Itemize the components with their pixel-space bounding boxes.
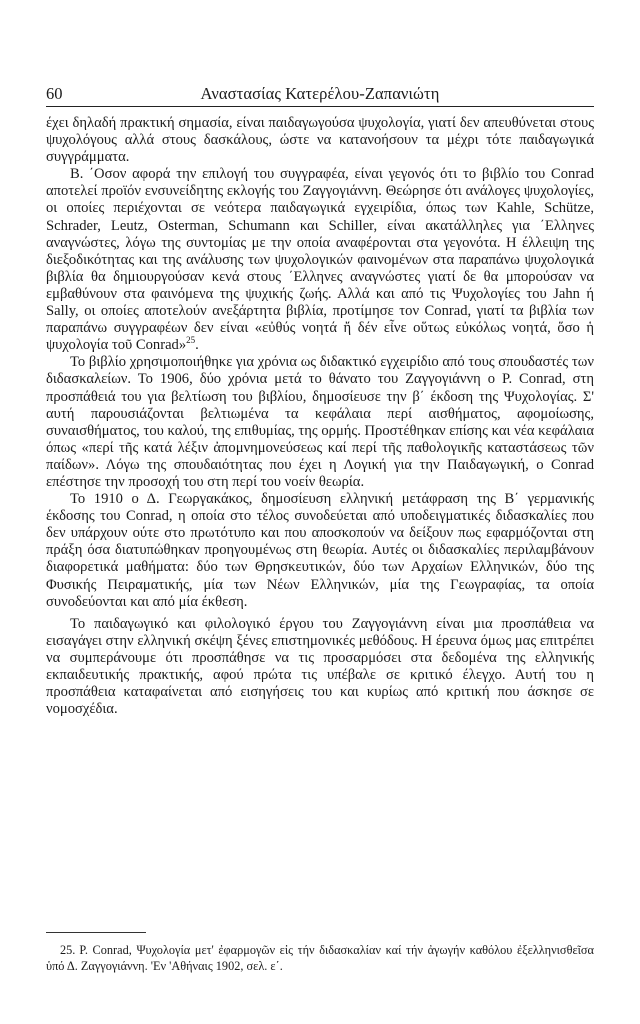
footnote-rule <box>46 932 146 933</box>
paragraph-text: Το παιδαγωγικό και φιλολογικό έργου του Ζαγγογιάννη είναι μια προσπάθεια να εισαγάγει στην ελληνική σκέψη ξένες επιστημονικές μεθόδους. Η έρευνα όμως μας επιτρέπει να συμπεράνουμε ότι προσπάθησε να τις προσαρμόσει στα δεδομένα της ελληνικής εκπαιδευτικής πρακτικής, αφού πρώτα τις υπέβαλε σε κριτικό έλεγχο. Αυτή του η προσπάθεια καταφαίνεται από εισηγήσεις του και κυρίως από κριτική που άσκησε σε νομοσχέδια. <box>46 615 594 718</box>
body-text <box>46 115 594 718</box>
footnote-number: 25. <box>60 943 76 957</box>
paragraph <box>46 491 594 611</box>
paragraph <box>46 616 594 719</box>
footnote-text: P. Conrad, Ψυχολογία μετ' ἐφαρμογῶν εἰς τήν διδασκαλίαν καί τήν ἀγωγήν καθόλου ἐξελληνισθεῖσα ὑπό Δ. Ζαγγογιάννη. 'Εν 'Αθήναις 1902, σελ. ε΄. <box>46 943 594 973</box>
page-header <box>46 82 594 107</box>
paragraph <box>46 115 594 166</box>
footnote <box>46 942 594 974</box>
paragraph <box>46 166 594 354</box>
paragraph-text: Το βιβλίο χρησιμοποιήθηκε για χρόνια ως διδακτικό εγχειρίδιο από τους σπουδαστές των διδασκαλείων. Το 1906, δύο χρόνια μετά το θάνατο του Ζαγγογιάννη ο P. Conrad, στη προσπάθειά του για βελτίωση του βιβλίου, δημοσίευσε την β΄ έκδοση της Ψυχολογίας. Σ' αυτή παρουσιάζονται βελτιωμένα τα κεφάλαια περί αισθήματος, αφομοίωσης, συναισθήματος, του καλού, της επιθυμίας, της ορμής. Προστέθηκαν επίσης και νέα κεφάλαια όπως «περί τῆς κατά λέξιν ἀπομνημονεύσεως καί περί τῆς παθολογικῆς καταστάσεως τῶν παίδων». Λόγω της σπουδαιότητας που έχει η Λογική για την Παιδαγωγική, ο Conrad επέστησε την προσοχή του στη περί του νοείν θεωρία. <box>46 354 594 490</box>
paragraph-text: έχει δηλαδή πρακτική σημασία, είναι παιδαγωγούσα ψυχολογία, γιατί δεν απευθύνεται στους ψυχολόγους αλλά στους δασκάλους, ώστε να κατανοήσουν τα μέχρι τότε παιδαγωγικά συγγράμματα. <box>46 115 594 166</box>
paragraph-punct: . <box>195 337 199 354</box>
running-head: Αναστασίας Κατερέλου-Ζαπανιώτη <box>200 84 440 103</box>
paragraph-text: Β. ΄Οσον αφορά την επιλογή του συγγραφέα, είναι γεγονός ότι το βιβλίο του Conrad αποτελεί προϊόν ενσυνείδητης εκλογής του Ζαγγογιάννη. Θεώρησε ότι ανάλογες ψυχολογίες, οι οποίες περιέχονται σε νεότερα παιδαγωγικά εγχειρίδια, όπως των Kahle, Schütze, Schrader, Leutz, Osterman, Schumann και Schiller, είναι ακατάλληλες για ΄Ελληνες αναγνώστες, λόγω της συντομίας με την οποία αναφέρονται στα γεγονότα. Η έλλειψη της διεξοδικότητας και της ανάλυσης των ψυχολογικών φαινομένων στα παραπάνω ψυχολογικά βιβλία θα δημιουργούσαν κενά στους ΄Ελληνες αναγνώστες γιατί δε θα μπορούσαν να εμβαθύνουν στα φαινόμενα της ψυχικής ζωής. Αλλά και από τις Ψυχολογίες του Jahn ή Sally, οι οποίες αποτελούν ανεξάρτητα βιβλία, προτίμησε τον Conrad, γιατί τα βιβλία των παραπάνω συγγραφέων δεν είναι «εὐθύς νοητά ἤ δέν εἶνε οὕτως εὐκόλως νοητά, ὅσο ἡ ψυχολογία τοῦ Conrad» <box>46 166 594 354</box>
paragraph-text: Το 1910 ο Δ. Γεωργακάκος, δημοσίευση ελληνική μετάφραση της Β΄ γερμανικής έκδοσης του Conrad, η οποία στο τέλος συνοδεύεται από υποδειγματικές διδασκαλίες που δεν υπάρχουν ούτε στο πρωτότυπο και που αποσκοπούν να δείξουν πως εφαρμόζονται στη πράξη όσα διατυπώθηκαν προηγουμένως στη θεωρία. Αυτές οι διδασκαλίες περιλαμβάνουν διαφορετικά μαθήματα: δύο των Θρησκευτικών, δύο των Αρχαίων Ελληνικών, δύο της Φυσικής Πειραματικής, μία των Νέων Ελληνικών, μία της Γεωγραφίας, τα οποία συνοδεύονται και από μία έκθεση. <box>46 491 594 610</box>
footnote-reference: 25 <box>186 335 196 346</box>
page-number: 60 <box>46 84 63 103</box>
page <box>46 82 594 718</box>
paragraph <box>46 354 594 491</box>
